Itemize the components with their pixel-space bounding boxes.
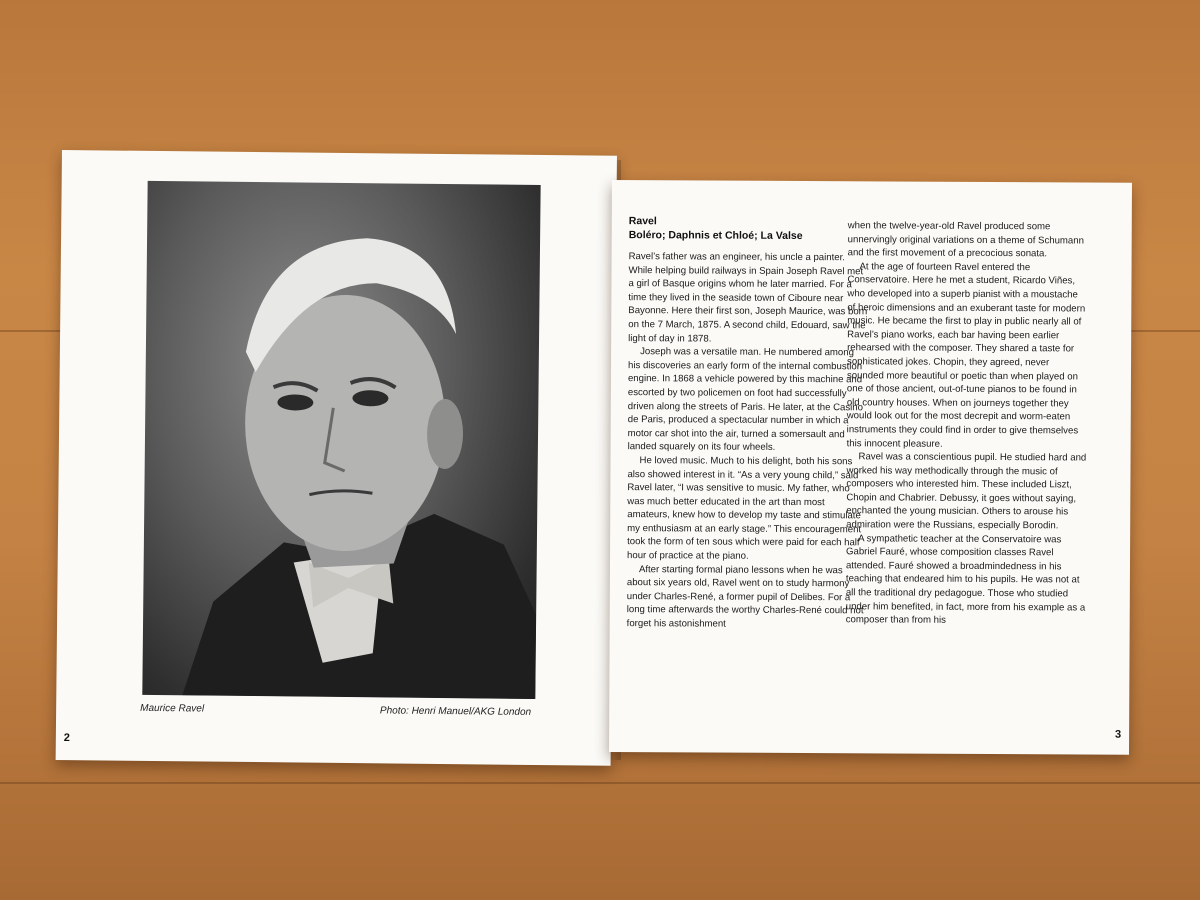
paragraph: when the twelve-year-old Ravel produced some unnervingly original variations on a theme of Schumann and the first movement of a precocious sonata. [847,220,1084,260]
paragraph: Ravel was a conscientious pupil. He studied hard and worked his way methodically through the music of composers who interested him. These included Liszt, Chopin and Chabrier. Debussy, it goes without saying, enchanted the young musician. Others to arouse his admiration were the Russians, especially Borodin. [846,451,1087,532]
article-heading [629,214,869,243]
photo-credit: Photo: Henri Manuel/AKG London [379,705,532,718]
heading-works: Boléro; Daphnis et Chloé; La Valse [628,229,803,242]
paragraph: Joseph was a versatile man. He numbered among his discoveries an early form of the internal combustion engine. In 1868 a vehicle powered by this machine and escorted by two policemen on foot had successfully driven along the streets of Paris. He later, at the Casino de Paris, produced a spectacular number in which a motor car shot into the air, turned a somersault and landed squarely on its four wheels. [627,346,864,454]
page-number-left: 2 [63,732,71,745]
page-number-right: 3 [1114,728,1122,741]
text-column-1 [627,214,869,632]
portrait-photo [142,181,540,699]
left-page [56,150,617,766]
paragraph: Ravel’s father was an engineer, his uncle a painter. While helping build railways in Spain Joseph Ravel met a girl of Basque origins whom he later married. For a time they lived in the seaside town of Ciboure near Bayonne. Here their first son, Joseph Maurice, was born on the 7 March, 1875. A second child, Edouard, saw the light of day in 1878. [628,251,868,345]
portrait-image [142,181,540,699]
paragraph: At the age of fourteen Ravel entered the Conservatoire. Here he met a student, Ricardo Viñes, who developed into a superb pianist with a moustache of heroic dimensions and an exuberant taste for modern music. He became the first to play in public nearly all of Ravel’s piano works, each bar having been earlier rehearsed with the composer. They shared a taste for sophisticated jokes. Chopin, they agreed, never sounded more beautiful or poetic than when played on one of those ancient, out-of-tune pianos to be found in old country houses. When on journeys together they would look out for the most decrepit and worm-eaten instruments they could find in order to give themselves this innocent pleasure. [846,261,1086,450]
text-column-2 [846,219,1088,628]
paragraph: He loved music. Much to his delight, both his sons also showed interest in it. “As a very young child,” said Ravel later, “I was sensitive to music. My father, who was much better educated in the art than most amateurs, knew how to develop my taste and stimulate my enthusiasm at an early stage.” This encouragement took the form of ten sous which were paid for each half hour of practice at the piano. [627,455,862,562]
right-page [609,180,1132,755]
heading-composer: Ravel [628,215,657,228]
portrait-caption: Maurice Ravel [140,702,205,715]
paragraph: After starting formal piano lessons when he was about six years old, Ravel went on to study harmony under Charles-René, a former pupil of Delibes. For a long time afterwards the worthy Charles-René could not forget his astonishment [626,563,864,630]
paragraph: A sympathetic teacher at the Conservatoire was Gabriel Fauré, whose composition classes Ravel attended. Fauré showed a broadmindedness in his teaching that endeared him to his pupils. He was not at all the traditional dry pedagogue. Those who studied under him benefited, in fact, more from his example as a composer than from his [845,532,1086,626]
